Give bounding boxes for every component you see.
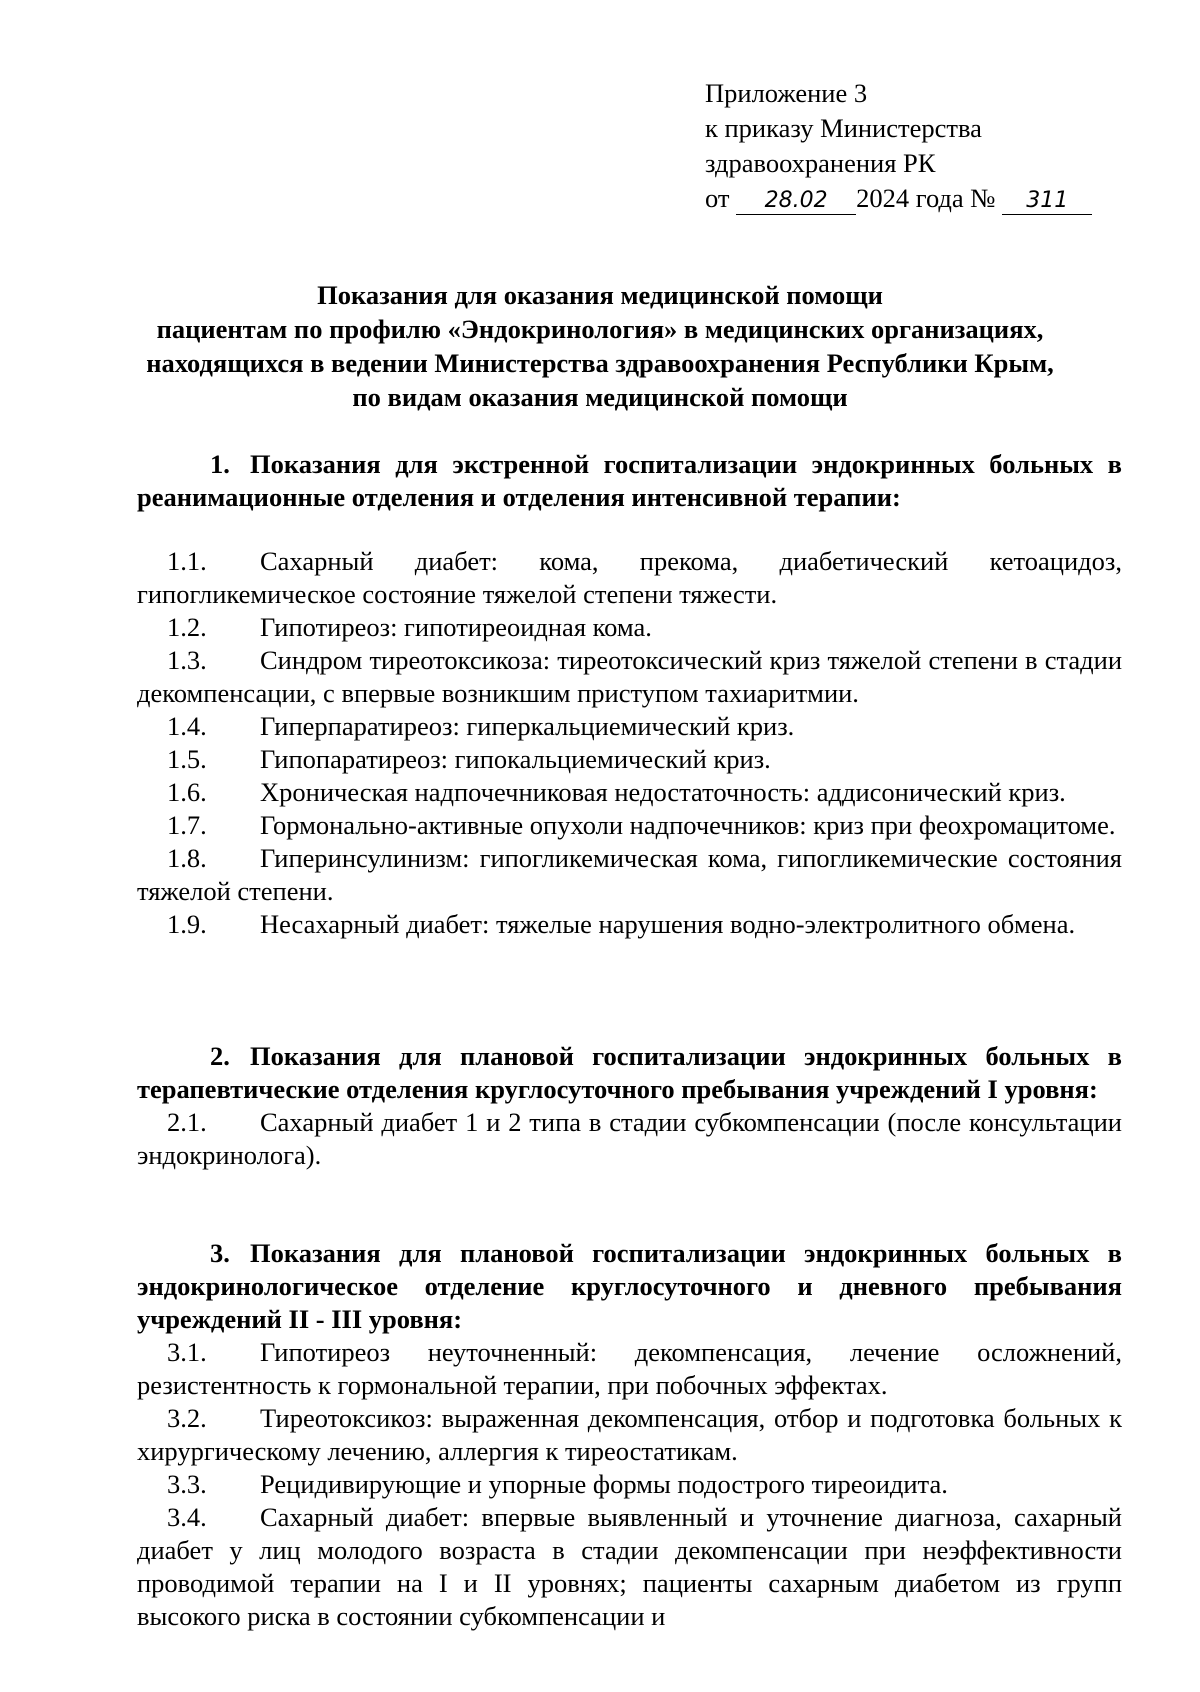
title-line-2: пациентам по профилю «Эндокринология» в медицинских организациях, [156, 314, 1044, 344]
list-item [137, 842, 1122, 908]
item-text: Гиперпаратиреоз: гиперкальциемический криз. [260, 711, 795, 741]
item-number: 1.4. [167, 711, 207, 741]
section-heading [137, 1237, 1122, 1336]
list-item [137, 1106, 1122, 1172]
appendix-line-3: здравоохранения РК [705, 148, 936, 178]
item-number: 2.1. [167, 1107, 207, 1137]
appendix-line-1: Приложение 3 [705, 78, 868, 108]
item-number: 3.4. [167, 1502, 207, 1532]
item-text: Рецидивирующие и упорные формы подострого тиреоидита. [260, 1469, 948, 1499]
list-item [137, 743, 1122, 776]
item-number: 3.1. [167, 1337, 207, 1367]
item-number: 3.2. [167, 1403, 207, 1433]
list-item [137, 710, 1122, 743]
item-number: 3.3. [167, 1469, 207, 1499]
item-number: 1.8. [167, 843, 207, 873]
item-text: Тиреотоксикоз: выраженная декомпенсация, отбор и подготовка больных к хирургическому лечению, аллергия к тиреостатикам. [137, 1403, 1122, 1466]
appendix-line-4 [705, 181, 1092, 216]
section-number: 1. [210, 449, 230, 479]
item-text: Гормонально-активные опухоли надпочечников: криз при феохромацитоме. [260, 810, 1116, 840]
item-number: 1.3. [167, 645, 207, 675]
item-text: Гиперинсулинизм: гипогликемическая кома, гипогликемические состояния тяжелой степени. [137, 843, 1122, 906]
from-label: от [705, 183, 730, 213]
list-item [137, 809, 1122, 842]
section-heading-text: Показания для плановой госпитализации эндокринных больных в эндокринологическое отделение круглосуточного и дневного пребывания учреждений II - III уровня: [137, 1238, 1122, 1334]
section-number: 2. [210, 1041, 230, 1071]
list-item [137, 545, 1122, 611]
item-number: 1.5. [167, 744, 207, 774]
section-heading-text: Показания для плановой госпитализации эндокринных больных в терапевтические отделения круглосуточного пребывания учреждений I уровня: [137, 1041, 1122, 1104]
section-2 [137, 1040, 1122, 1172]
item-number: 1.2. [167, 612, 207, 642]
appendix-line-2: к приказу Министерства [705, 113, 982, 143]
title-line-3: находящихся в ведении Министерства здравоохранения Республики Крым, [146, 348, 1054, 378]
item-number: 1.7. [167, 810, 207, 840]
year-text: 2024 года № [856, 183, 996, 213]
item-number: 1.6. [167, 777, 207, 807]
section-heading [137, 1040, 1122, 1106]
section-3 [137, 1237, 1122, 1633]
list-item [137, 1402, 1122, 1468]
section-1 [137, 448, 1122, 514]
item-text: Сахарный диабет 1 и 2 типа в стадии субкомпенсации (после консультации эндокринолога). [137, 1107, 1122, 1170]
item-text: Гипопаратиреоз: гипокальциемический криз. [260, 744, 771, 774]
section-heading [137, 448, 1122, 514]
item-number: 1.9. [167, 909, 207, 939]
item-number: 1.1. [167, 546, 207, 576]
handwritten-number: 311 [1002, 188, 1092, 215]
list-item [137, 644, 1122, 710]
item-text: Сахарный диабет: кома, прекома, диабетический кетоацидоз, гипогликемическое состояние тяжелой степени тяжести. [137, 546, 1122, 609]
handwritten-date: 28.02 [736, 188, 856, 215]
title-line-4: по видам оказания медицинской помощи [352, 382, 848, 412]
list-item [137, 1336, 1122, 1402]
section-number: 3. [210, 1238, 230, 1268]
item-text: Гипотиреоз неуточненный: декомпенсация, лечение осложнений, резистентность к гормональной терапии, при побочных эффектах. [137, 1337, 1122, 1400]
list-item [137, 908, 1122, 941]
list-item [137, 1501, 1122, 1633]
section-1-items [137, 545, 1122, 941]
item-text: Гипотиреоз: гипотиреоидная кома. [260, 612, 652, 642]
item-text: Несахарный диабет: тяжелые нарушения водно-электролитного обмена. [260, 909, 1076, 939]
section-heading-text: Показания для экстренной госпитализации эндокринных больных в реанимационные отделения и отделения интенсивной терапии: [137, 449, 1122, 512]
list-item [137, 776, 1122, 809]
appendix-header [705, 76, 1092, 216]
list-item [137, 611, 1122, 644]
item-text: Хроническая надпочечниковая недостаточность: аддисонический криз. [260, 777, 1066, 807]
item-text: Сахарный диабет: впервые выявленный и уточнение диагноза, сахарный диабет у лиц молодого возраста в стадии декомпенсации при неэффективности проводимой терапии на I и II уровнях; пациенты сахарным диабетом из групп высокого риска в состоянии субкомпенсации и [137, 1502, 1122, 1631]
title-line-1: Показания для оказания медицинской помощи [317, 280, 883, 310]
item-text: Синдром тиреотоксикоза: тиреотоксический криз тяжелой степени в стадии декомпенсации, с впервые возникшим приступом тахиаритмии. [137, 645, 1122, 708]
document-title [100, 278, 1100, 414]
list-item [137, 1468, 1122, 1501]
